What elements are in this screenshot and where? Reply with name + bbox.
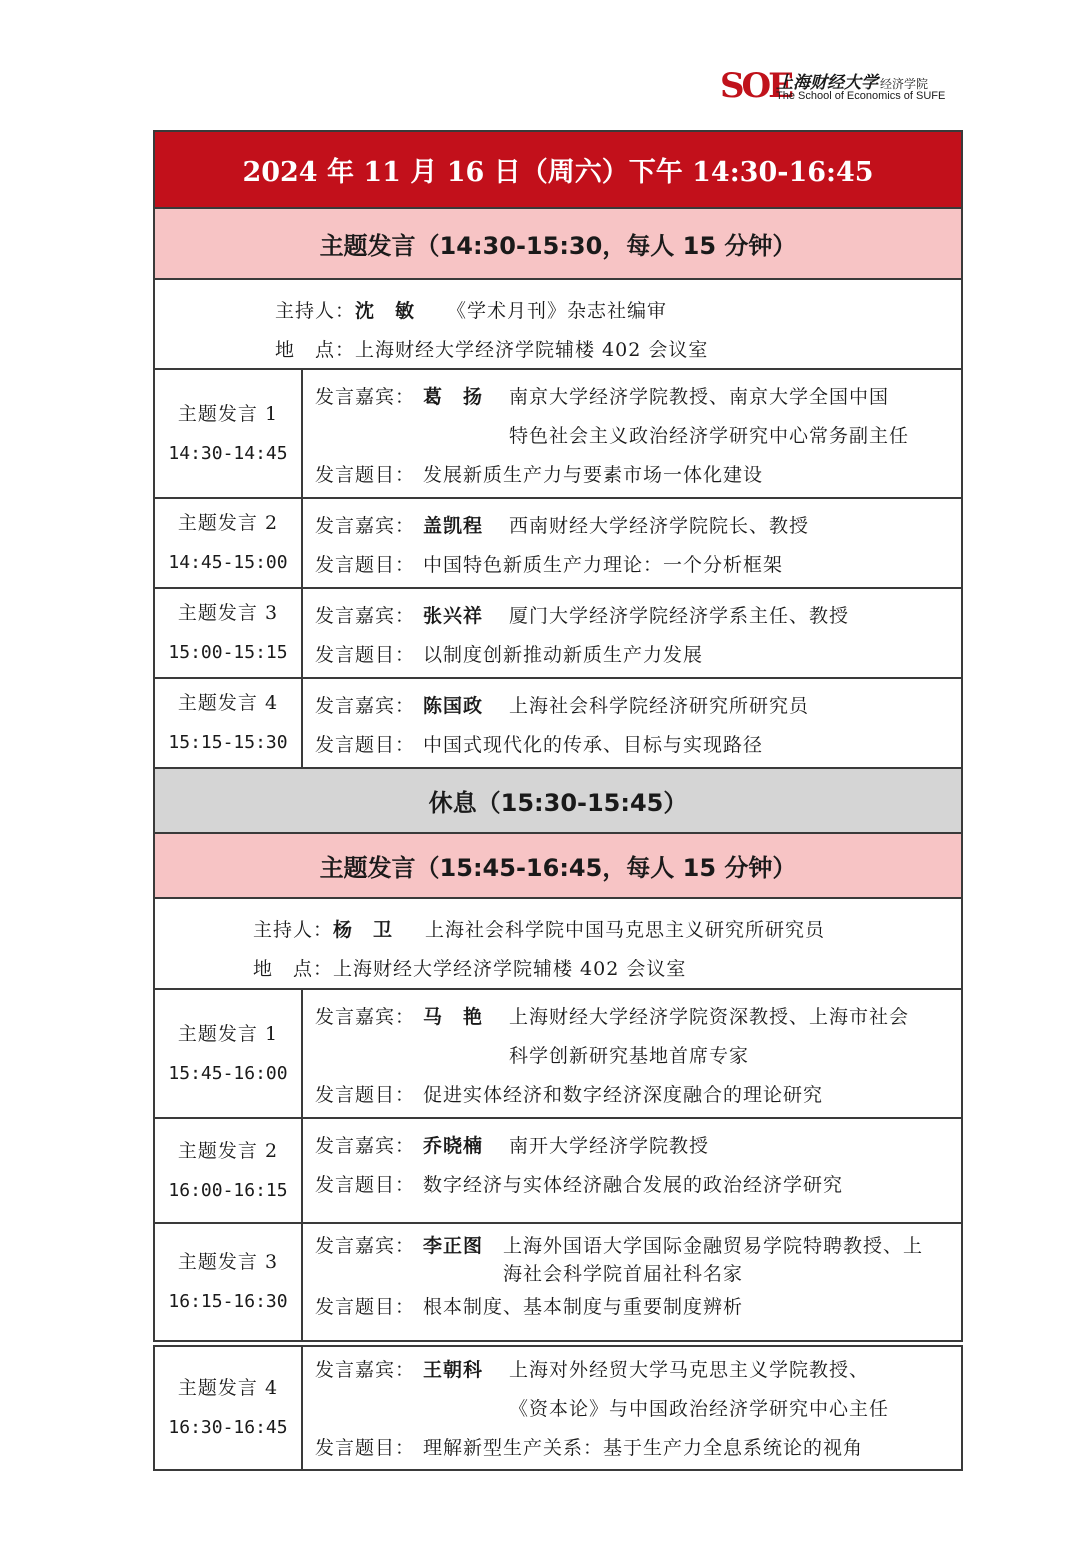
topic-line	[315, 1288, 961, 1327]
guest-desc: 厦门大学经济学院经济学系主任、教授	[509, 605, 850, 627]
guest-desc: 西南财经大学经济学院院长、教授	[509, 515, 810, 537]
guest-desc-cont: 海社会科学院首届社科名家	[503, 1263, 744, 1285]
topic-label: 发言题目：	[315, 734, 416, 756]
talk-row	[153, 370, 963, 499]
talk-details	[303, 1347, 961, 1469]
guest-desc: 上海对外经贸大学马克思主义学院教授、	[509, 1359, 870, 1381]
talk-number: 主题发言 2	[177, 512, 279, 534]
guest-label: 发言嘉宾：	[315, 1006, 416, 1028]
guest-label: 发言嘉宾：	[315, 386, 416, 408]
talk-slot	[155, 1119, 303, 1222]
topic-label: 发言题目：	[315, 1084, 416, 1106]
host-label: 主持人：	[253, 919, 334, 941]
session2-host	[253, 911, 961, 950]
talk-number: 主题发言 4	[177, 692, 279, 714]
schedule-table	[153, 130, 963, 1471]
guest-name: 李正图	[423, 1235, 484, 1257]
talk-details	[303, 1224, 961, 1340]
venue-label: 地 点：	[253, 958, 334, 980]
talk-time: 16:00-16:15	[168, 1179, 288, 1201]
topic-text: 发展新质生产力与要素市场一体化建设	[423, 464, 764, 486]
talk-row	[153, 679, 963, 769]
guest-desc: 上海财经大学经济学院资深教授、上海市社会	[509, 1006, 910, 1028]
venue-text: 上海财经大学经济学院辅楼 402 会议室	[355, 339, 709, 361]
break-band: 休息（15:30-15:45）	[153, 769, 963, 834]
topic-label: 发言题目：	[315, 644, 416, 666]
guest-line	[315, 378, 961, 417]
talk-row	[153, 589, 963, 679]
talk-number: 主题发言 4	[177, 1377, 279, 1399]
topic-line	[315, 726, 961, 765]
guest-desc-cont: 特色社会主义政治经济学研究中心常务副主任	[509, 425, 910, 447]
talk-time: 15:15-15:30	[168, 732, 288, 753]
talk-number: 主题发言 2	[177, 1139, 279, 1162]
talk-slot	[155, 990, 303, 1117]
host-name: 杨 卫	[333, 919, 394, 941]
topic-line	[315, 1166, 961, 1205]
topic-label: 发言题目：	[315, 1296, 416, 1318]
guest-name: 葛 扬	[423, 386, 484, 408]
talk-details	[303, 499, 961, 587]
guest-line	[315, 1351, 961, 1390]
topic-text: 中国式现代化的传承、目标与实现路径	[423, 734, 764, 756]
venue-text: 上海财经大学经济学院辅楼 402 会议室	[333, 958, 687, 980]
topic-line	[315, 546, 961, 585]
guest-line	[315, 998, 961, 1037]
topic-line	[315, 636, 961, 675]
guest-label: 发言嘉宾：	[315, 1235, 416, 1257]
guest-desc-cont: 科学创新研究基地首席专家	[509, 1045, 750, 1067]
talk-slot	[155, 589, 303, 677]
guest-name: 陈国政	[423, 695, 484, 717]
host-label: 主持人：	[275, 300, 356, 322]
topic-text: 数字经济与实体经济融合发展的政治经济学研究	[423, 1174, 844, 1196]
guest-line	[315, 687, 961, 726]
guest-name: 乔晓楠	[423, 1135, 484, 1157]
topic-text: 根本制度、基本制度与重要制度辨析	[423, 1296, 744, 1318]
talk-time: 15:45-16:00	[168, 1062, 288, 1084]
talk-time: 14:30-14:45	[168, 442, 288, 464]
guest-desc: 南京大学经济学院教授、南京大学全国中国	[509, 386, 890, 408]
logo-university: 上海财经大学	[776, 73, 878, 93]
talk-slot	[155, 679, 303, 767]
guest-name: 王朝科	[423, 1359, 484, 1381]
talk-slot	[155, 370, 303, 497]
topic-line	[315, 1076, 961, 1115]
guest-line	[315, 507, 961, 546]
host-name: 沈 敏	[355, 300, 416, 322]
venue-label: 地 点：	[275, 339, 356, 361]
host-desc: 上海社会科学院中国马克思主义研究所研究员	[425, 919, 826, 941]
topic-label: 发言题目：	[315, 554, 416, 576]
talk-row	[153, 1119, 963, 1224]
topic-label: 发言题目：	[315, 1174, 416, 1196]
topic-text: 理解新型生产关系：基于生产力全息系统论的视角	[423, 1437, 864, 1459]
talk-time: 14:45-15:00	[168, 552, 288, 573]
guest-desc: 上海社会科学院经济研究所研究员	[509, 695, 810, 717]
session2-venue	[253, 950, 961, 989]
talk-details	[303, 1119, 961, 1222]
guest-desc-cont: 《资本论》与中国政治经济学研究中心主任	[509, 1398, 890, 1420]
talk-row	[153, 1345, 963, 1471]
guest-line	[315, 597, 961, 636]
session1-heading: 主题发言（14:30-15:30，每人 15 分钟）	[153, 209, 963, 280]
topic-label: 发言题目：	[315, 464, 416, 486]
talk-details	[303, 679, 961, 767]
host-desc: 《学术月刊》杂志社编审	[447, 300, 668, 322]
session2-info	[153, 899, 963, 990]
talk-time: 15:00-15:15	[168, 642, 288, 663]
guest-name: 张兴祥	[423, 605, 484, 627]
guest-line	[315, 1232, 961, 1260]
talk-details	[303, 370, 961, 497]
logo-school: 经济学院	[880, 77, 929, 91]
talk-number: 主题发言 3	[177, 602, 279, 624]
guest-label: 发言嘉宾：	[315, 515, 416, 537]
guest-label: 发言嘉宾：	[315, 605, 416, 627]
guest-desc: 上海外国语大学国际金融贸易学院特聘教授、上	[503, 1235, 924, 1257]
topic-text: 中国特色新质生产力理论：一个分析框架	[423, 554, 784, 576]
guest-label: 发言嘉宾：	[315, 1359, 416, 1381]
logo-english-name: The School of Economics of SUFE	[776, 90, 946, 102]
talk-row	[153, 990, 963, 1119]
guest-label: 发言嘉宾：	[315, 1135, 416, 1157]
topic-line	[315, 1429, 961, 1468]
session2-heading: 主题发言（15:45-16:45，每人 15 分钟）	[153, 834, 963, 899]
school-logo	[720, 66, 970, 106]
talk-row	[153, 1224, 963, 1342]
talk-time: 16:30-16:45	[168, 1417, 288, 1438]
guest-desc: 南开大学经济学院教授	[509, 1135, 710, 1157]
talk-details	[303, 990, 961, 1117]
session1-venue	[275, 331, 961, 370]
guest-name: 马 艳	[423, 1006, 484, 1028]
talk-slot	[155, 499, 303, 587]
guest-line	[315, 1127, 961, 1166]
talk-number: 主题发言 1	[177, 1022, 279, 1045]
talk-slot	[155, 1224, 303, 1340]
talk-number: 主题发言 3	[177, 1251, 279, 1273]
session1-info	[153, 280, 963, 370]
logo-mark: SOE	[720, 66, 792, 106]
session1-host	[275, 292, 961, 331]
topic-text: 以制度创新推动新质生产力发展	[423, 644, 704, 666]
guest-label: 发言嘉宾：	[315, 695, 416, 717]
topic-text: 促进实体经济和数字经济深度融合的理论研究	[423, 1084, 824, 1106]
talk-details	[303, 589, 961, 677]
talk-time: 16:15-16:30	[168, 1291, 288, 1312]
talk-slot	[155, 1347, 303, 1469]
topic-label: 发言题目：	[315, 1437, 416, 1459]
guest-name: 盖凯程	[423, 515, 484, 537]
talk-row	[153, 499, 963, 589]
topic-line	[315, 456, 961, 495]
schedule-title: 2024 年 11 月 16 日（周六）下午 14:30-16:45	[153, 130, 963, 209]
talk-number: 主题发言 1	[177, 402, 279, 425]
